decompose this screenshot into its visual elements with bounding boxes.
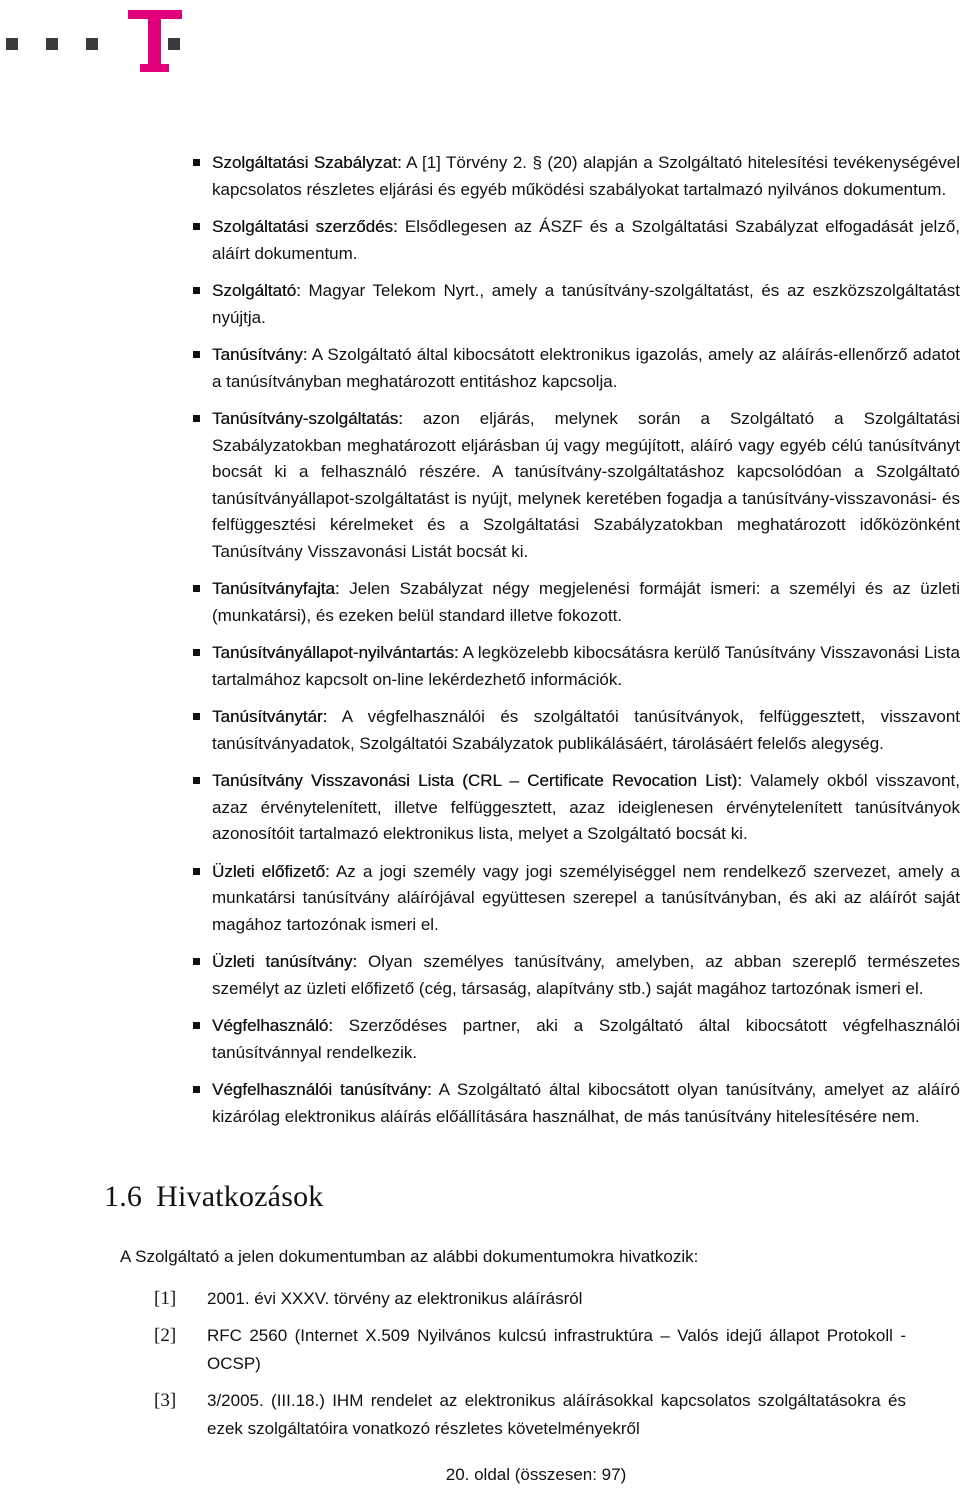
- section-number: 1.6: [104, 1180, 143, 1213]
- definition-item: [190, 214, 960, 267]
- bullet-square-icon: [193, 1086, 200, 1093]
- definition-text: Olyan személyes tanúsítvány, amelyben, az abban szereplő természetes személyt az üzleti előfizető (cég, társaság, alapítvány stb.) saját magához tartozónak ismeri el.: [212, 952, 960, 998]
- logo-square-icon: [6, 38, 18, 50]
- bullet-square-icon: [193, 777, 200, 784]
- bullet-square-icon: [193, 287, 200, 294]
- definition-item: [190, 859, 960, 939]
- definition-item: [190, 768, 960, 848]
- t-logo-stem: [148, 10, 161, 72]
- definition-item: [190, 1077, 960, 1130]
- definition-text: A végfelhasználói és szolgáltatói tanúsítványok, felfüggesztett, visszavont tanúsítványadatok, Szolgáltatói Szabályzatok publikálásáért, tárolásáért felelős alegység.: [212, 707, 960, 753]
- definition-term: Végfelhasználó:: [212, 1016, 333, 1035]
- bullet-square-icon: [193, 1022, 200, 1029]
- reference-text: 2001. évi XXXV. törvény az elektronikus aláírásról: [207, 1289, 583, 1308]
- references-intro: A Szolgáltató a jelen dokumentumban az alábbi dokumentumokra hivatkozik:: [120, 1247, 699, 1266]
- bullet-square-icon: [193, 415, 200, 422]
- reference-text: RFC 2560 (Internet X.509 Nyilvános kulcsú infrastruktúra – Valós idejű állapot Protokoll - OCSP): [207, 1326, 906, 1373]
- definition-text: A legközelebb kibocsátásra kerülő Tanúsítvány Visszavonási Lista tartalmához kapcsolt on-line lekérdezhető információk.: [212, 643, 960, 689]
- definition-item: [190, 406, 960, 565]
- definition-text: Szerződéses partner, aki a Szolgáltató által kibocsátott végfelhasználói tanúsítvánnyal rendelkezik.: [212, 1016, 960, 1062]
- definition-term: Üzleti előfizető:: [212, 861, 330, 881]
- definition-text: Az a jogi személy vagy jogi személyiséggel nem rendelkező szervezet, amely a munkatársi tanúsítvány aláírójával együttesen szerepel a tanúsítványban, és aki az aláírót saját magához tartozónak ismeri el.: [212, 861, 960, 934]
- bullet-square-icon: [193, 223, 200, 230]
- definition-text: A Szolgáltató által kibocsátott elektronikus igazolás, amely az aláírás-ellenőrző adatot a tanúsítványban meghatározott entitáshoz kapcsolja.: [212, 345, 960, 391]
- section-heading: Hivatkozások: [156, 1180, 324, 1213]
- bullet-square-icon: [193, 159, 200, 166]
- logo-square-icon: [46, 38, 58, 50]
- reference-item: [150, 1387, 906, 1443]
- definition-text: Jelen Szabályzat négy megjelenési formáját ismeri: a személyi és az üzleti (munkatársi), és ezeken belül standard illetve fokozott.: [212, 579, 960, 625]
- reference-item: [150, 1285, 906, 1313]
- definitions-list: [150, 150, 960, 1141]
- bullet-square-icon: [193, 713, 200, 720]
- definition-term: Tanúsítványtár:: [212, 707, 328, 726]
- definition-text: azon eljárás, melynek során a Szolgáltató a Szolgáltatási Szabályzatokban meghatározott eljárásban új vagy megújított, aláíró vagy egyéb célú tanúsítványt bocsát ki a felhasználó részére. A tanúsítvány-szolgáltatáshoz kapcsolódóan a Szolgáltató tanúsítványállapot-szolgáltatást is nyújt, melynek keretében fogadja a tanúsítvány-visszavonási- és felfüggesztési kérelmeket és a Szolgáltatási Szabályzatokban meghatározott időközönként Tanúsítvány Visszavonási Listát bocsát ki.: [212, 409, 960, 561]
- definition-text: A [1] Törvény 2. § (20) alapján a Szolgáltató hitelesítési tevékenységével kapcsolatos részletes eljárási és egyéb működési szabályokat tartalmazó nyilvános dokumentum.: [212, 153, 960, 199]
- telekom-logo: [0, 0, 960, 90]
- reference-number: [2]: [154, 1325, 177, 1346]
- definition-term: Tanúsítvány-szolgáltatás:: [212, 409, 403, 428]
- definition-term: Szolgáltatási Szabályzat:: [212, 153, 402, 172]
- logo-square-icon: [168, 38, 180, 50]
- definition-text: Valamely okból visszavont, azaz érvénytelenített, illetve felfüggesztett, azaz ideiglenesen érvénytelenített tanúsítványok azonosítóit tartalmazó elektronikus lista, melyet a Szolgáltató bocsát ki.: [212, 771, 960, 843]
- reference-item: [150, 1322, 906, 1378]
- logo-square-icon: [86, 38, 98, 50]
- definition-item: [190, 640, 960, 693]
- reference-number: [3]: [154, 1390, 177, 1411]
- page-footer: 20. oldal (összesen: 97): [445, 1465, 627, 1484]
- definition-term: Üzleti tanúsítvány:: [212, 952, 358, 971]
- definition-text: Elsődlegesen az ÁSZF és a Szolgáltatási Szabályzat elfogadását jelző, aláírt dokumentum.: [212, 217, 960, 263]
- definition-term: Tanúsítványfajta:: [212, 579, 340, 598]
- bullet-square-icon: [193, 868, 200, 875]
- definition-term: Tanúsítvány:: [212, 345, 308, 364]
- definition-item: [190, 1013, 960, 1066]
- definition-item: [190, 704, 960, 757]
- bullet-square-icon: [193, 585, 200, 592]
- bullet-square-icon: [193, 958, 200, 965]
- definition-term: Szolgáltatási szerződés:: [212, 217, 398, 236]
- definition-term: Szolgáltató:: [212, 281, 301, 300]
- definition-item: [190, 150, 960, 203]
- definition-item: [190, 342, 960, 395]
- definition-term: Tanúsítvány Visszavonási Lista (CRL – Certificate Revocation List):: [212, 771, 742, 790]
- definition-text: Magyar Telekom Nyrt., amely a tanúsítvány-szolgáltatást, és az eszközszolgáltatást nyújtja.: [212, 281, 960, 327]
- definition-term: Tanúsítványállapot-nyilvántartás:: [212, 643, 459, 662]
- t-logo-foot: [140, 64, 169, 72]
- definition-item: [190, 278, 960, 331]
- references-list: [150, 1285, 906, 1452]
- section-title: [104, 1180, 323, 1214]
- definition-item: [190, 949, 960, 1002]
- definition-term: Végfelhasználói tanúsítvány:: [212, 1080, 432, 1099]
- bullet-square-icon: [193, 649, 200, 656]
- definition-text: A Szolgáltató által kibocsátott olyan tanúsítvány, amelyet az aláíró kizárólag elektronikus aláírás előállítására használhat, de más tanúsítvány hitelesítésére nem.: [212, 1080, 960, 1126]
- definition-item: [190, 576, 960, 629]
- reference-text: 3/2005. (III.18.) IHM rendelet az elektronikus aláírásokkal kapcsolatos szolgáltatásokra és ezek szolgáltatóira vonatkozó részletes követelményekről: [207, 1391, 906, 1438]
- reference-number: [1]: [154, 1288, 177, 1309]
- bullet-square-icon: [193, 351, 200, 358]
